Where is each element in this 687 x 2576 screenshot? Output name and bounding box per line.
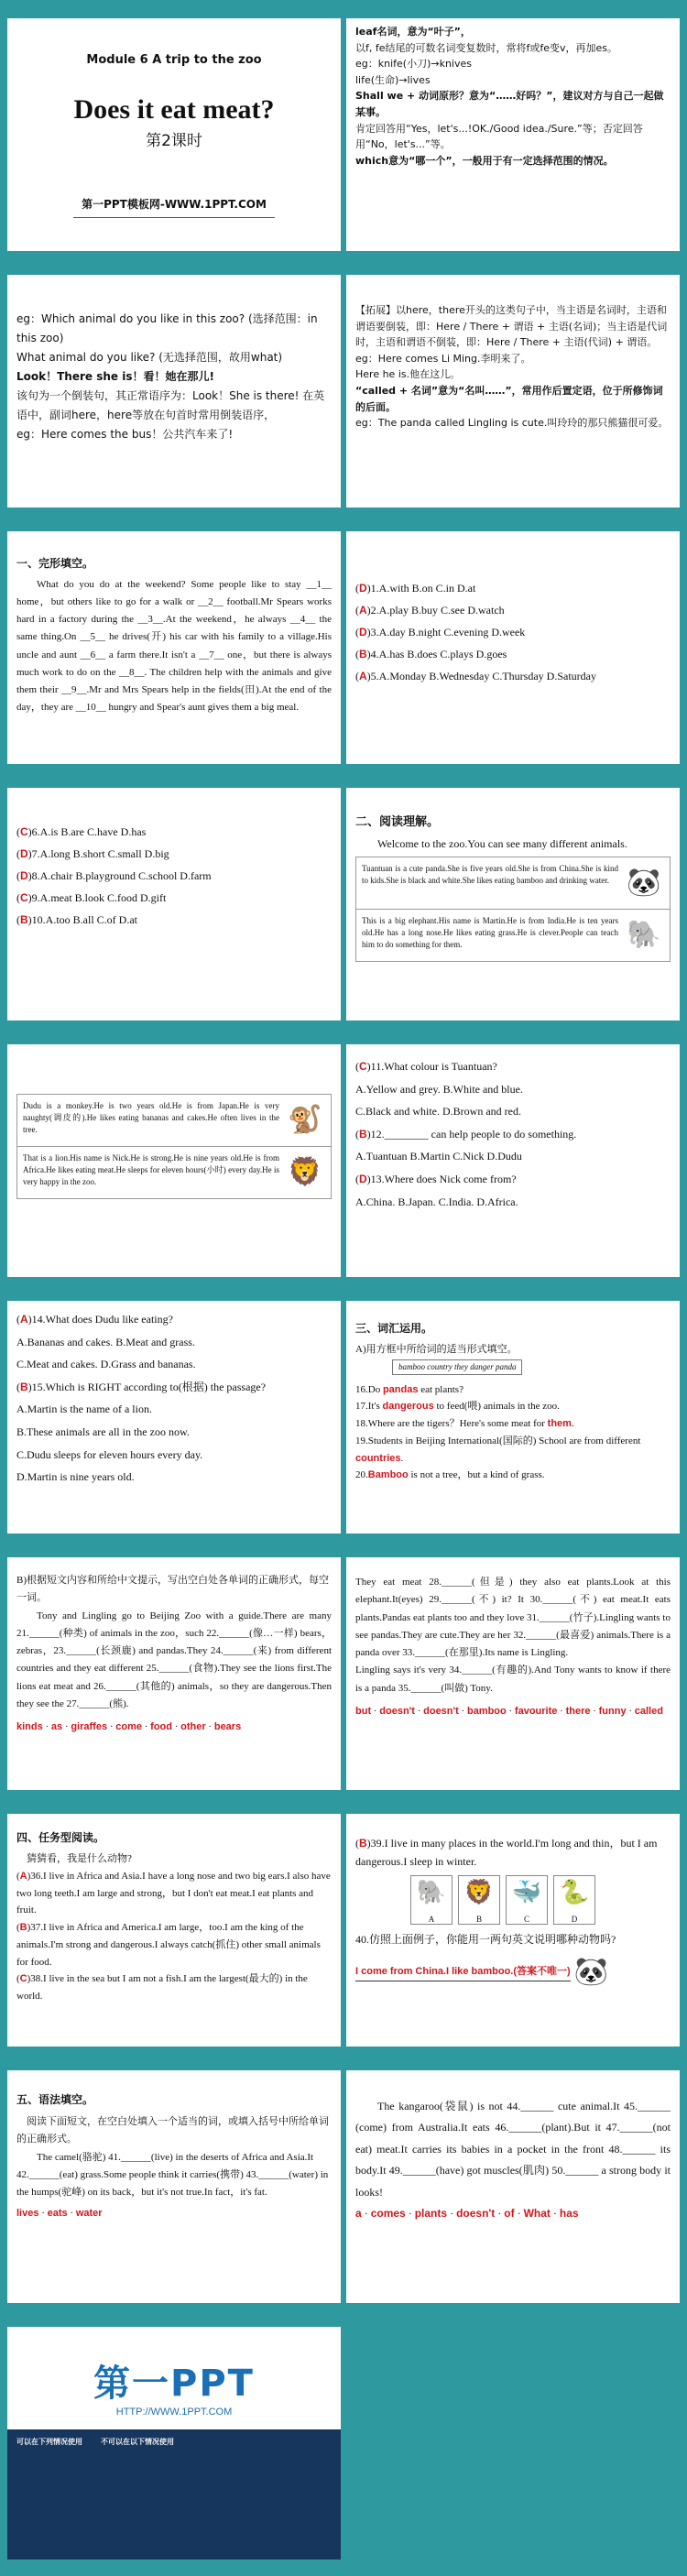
slide-notes-which bbox=[7, 266, 341, 515]
note-line: 【拓展】以here，there开头的这类句子中，当主语是名词时，主语和谓语要倒装，即：Here / There + 谓语 + 主语(名词)；当主语是代词时，主语和谓语不倒装，即：Here / There + 主语(代词) + 谓语。 bbox=[355, 304, 668, 349]
option-line: D.Martin is nine years old. bbox=[16, 1470, 135, 1484]
answer-mark: C bbox=[20, 825, 28, 838]
answer-word: giraffes bbox=[71, 1721, 108, 1732]
option-line: A.Martin is the name of a lion. bbox=[16, 1403, 152, 1416]
fill-line: 16.Do pandas eat plants? bbox=[355, 1383, 463, 1395]
slide-notes-here bbox=[346, 266, 680, 515]
answer-word: a bbox=[355, 2206, 362, 2220]
answer-word: lives bbox=[16, 2208, 39, 2220]
lion-icon: 🦁 bbox=[288, 1157, 322, 1188]
snake-icon: 🐍 bbox=[559, 1879, 590, 1906]
reading-row: This is a big elephant.His name is Martin.He is from India.He is ten years old.He has a long nose.He likes eating grass.He is clever.People can teach him to do something for them. 🐘 bbox=[356, 910, 670, 961]
option-row: (A)5.A.Monday B.Wednesday C.Thursday D.Saturday bbox=[355, 670, 596, 682]
option-row: (C)6.A.is B.are C.have D.has bbox=[16, 825, 147, 838]
reading-row: Tuantuan is a cute panda.She is five years old.She is from China.She is kind to kids.She is black and white.She likes eating bamboo and drinking water. 🐼 bbox=[356, 857, 670, 910]
task-item: (B)39.I live in many places in the world.I'm long and thin，but I am dangerous.I sleep in winter. bbox=[355, 1837, 658, 1869]
elephant-icon: 🐘 bbox=[416, 1879, 447, 1906]
note-line: Shall we + 动词原形？意为“……好吗？”，建议对方与自己一起做某事。 bbox=[355, 90, 664, 118]
option-line: B.These animals are all in the zoo now. bbox=[16, 1424, 190, 1438]
slide-vocab-b-cont bbox=[346, 1548, 680, 1797]
answer-mark: C bbox=[359, 1060, 367, 1073]
fill-line: 17.It's dangerous to feed(喂) animals in the zoo. bbox=[355, 1401, 560, 1413]
answer-list: lives · eats · water bbox=[16, 2208, 103, 2220]
cloze-passage: What do you do at the weekend? Some people like to stay __1__ home，but others like to go for a walk or __2__ football.Mr Spears works hard in a factory during the __3__.At the weekend，he always __4__ the same thing.On __5__ he drives(开) his car with his family to a village.His uncle and aunt __6__ a farm there.It isn't a __7__ one，but there is always much work to do on the __8__. The children help with the animals and give them their __9__.Mr and Mrs Spears help in the fields(田).At the end of the day，they are __10__ hungry and Spear's aunt gives them a big meal. bbox=[16, 578, 332, 714]
answer-word: bears bbox=[213, 1721, 242, 1732]
option-line: C.Meat and cakes. D.Grass and bananas. bbox=[16, 1358, 196, 1371]
option-row: (D)7.A.long B.short C.small D.big bbox=[16, 847, 169, 860]
question-line: (A)14.What does Dudu like eating? bbox=[16, 1313, 173, 1326]
answer-mark: A bbox=[359, 670, 367, 682]
slide-title bbox=[7, 9, 341, 258]
task-item: (C)38.I live in the sea but I am not a fish.I am the largest(最大的) in the world. bbox=[16, 1973, 308, 2002]
option-line: C.Black and white. D.Brown and red. bbox=[355, 1105, 521, 1119]
slide-vocab-b bbox=[7, 1548, 341, 1797]
slide-grammar bbox=[7, 2061, 341, 2310]
slide-notes-leaf bbox=[346, 9, 680, 258]
note-line: eg：The panda called Lingling is cute.叫玲玲的那只熊猫很可爱。 bbox=[355, 417, 669, 430]
answer-word: doesn't bbox=[379, 1705, 415, 1717]
question-line: (B)15.Which is RIGHT according to(根据) the passage? bbox=[16, 1380, 267, 1393]
note-line: eg：Which animal do you like in this zoo? (选择范围：in this zoo) bbox=[16, 312, 318, 344]
picture-c: 🐳 C bbox=[506, 1875, 548, 1925]
note-line: Here he is.他在这儿。 bbox=[355, 368, 461, 381]
brand-url[interactable]: HTTP://WWW.1PPT.COM bbox=[115, 2407, 233, 2418]
answer-list: kinds · as · giraffes · come · food · other · bears bbox=[16, 1721, 242, 1732]
passage: Tony and Lingling go to Beijing Zoo with a guide.There are many 21.______(种类) of animals in the zoo，such 22.______(像…一样) bears，zebras，23.______(长颈鹿) and pandas.They 24.______(来) from different countries and they eat different 25.______(食物).They see the lions first.The lions eat meat and 26.______(其他的) animals，so they are dangerous.Then they see the 27.______(熊). bbox=[16, 1610, 332, 1709]
module-heading: Module 6 A trip to the zoo bbox=[86, 53, 262, 67]
answer-list: but · doesn't · doesn't · bamboo · favourite · there · funny · called bbox=[355, 1705, 663, 1717]
answer-mark: D bbox=[359, 626, 367, 639]
note-line: Look！There she is！看！她在那儿! bbox=[16, 370, 214, 383]
option-line: A.Bananas and cakes. B.Meat and grass. bbox=[16, 1335, 195, 1348]
option-line: C.Dudu sleeps for eleven hours every day. bbox=[16, 1447, 203, 1461]
option-line: A.Yellow and grey. B.White and blue. bbox=[355, 1082, 523, 1096]
instruction: B)根据短文内容和所给中文提示，写出空白处各单词的正确形式，每空一词。 bbox=[16, 1575, 329, 1604]
task-item: (B)37.I live in Africa and America.I am large，too.I am the king of the animals.I'm strong and dangerous.I always catch(抓住) other small animals for food. bbox=[16, 1922, 321, 1968]
note-line: What animal do you like? (无选择范围，故用what) bbox=[16, 351, 283, 364]
answer-word: called bbox=[634, 1705, 663, 1717]
animal-pictures bbox=[410, 1875, 671, 1925]
whale-icon: 🐳 bbox=[511, 1879, 542, 1906]
answer-word: but bbox=[355, 1705, 372, 1717]
slide-cloze bbox=[7, 522, 341, 771]
divider bbox=[73, 217, 275, 218]
section-title: 三、词汇运用。 bbox=[355, 1322, 433, 1335]
note-line: 以f, fe结尾的可数名词变复数时，常将f或fe变v，再加es。 bbox=[355, 41, 618, 54]
slide-reading-2 bbox=[7, 1035, 341, 1284]
question-line: (D)13.Where does Nick come from? bbox=[355, 1172, 517, 1185]
note-line: eg：Here comes the bus！公共汽车来了! bbox=[16, 428, 234, 441]
answer-word: them bbox=[547, 1418, 572, 1430]
slide-reading-1 bbox=[346, 779, 680, 1028]
fill-line: 20.Bamboo is not a tree，but a kind of grass. bbox=[355, 1469, 545, 1481]
answer-word: water bbox=[75, 2208, 103, 2220]
word-box: bamboo country they danger panda bbox=[392, 1359, 522, 1375]
instruction: 阅读下面短文，在空白处填入一个适当的词，或填入括号中所给单词的正确形式。 bbox=[16, 2116, 329, 2145]
answer-word: of bbox=[504, 2206, 515, 2220]
fill-line: 19.Students in Beijing International(国际的) School are from different countries. bbox=[355, 1435, 641, 1464]
monkey-icon: 🐒 bbox=[288, 1105, 322, 1136]
section-title: 一、完形填空。 bbox=[16, 557, 94, 570]
question-line: (C)11.What colour is Tuantuan? bbox=[355, 1060, 497, 1073]
answer-word: doesn't bbox=[456, 2206, 496, 2220]
answer-list: a · comes · plants · doesn't · of · What · has bbox=[355, 2206, 579, 2220]
option-row: (D)1.A.with B.on C.in D.at bbox=[355, 582, 476, 595]
answer-word: countries bbox=[355, 1452, 401, 1464]
disallowed-use: 不可以在以下情况使用 bbox=[101, 2438, 174, 2446]
reading-box bbox=[16, 1094, 332, 1199]
answer-word: other bbox=[180, 1721, 206, 1732]
question-line: (B)12.________ can help people to do something. bbox=[355, 1127, 577, 1141]
instruction: 猜猜看，我是什么动物? bbox=[27, 1853, 132, 1865]
answer-mark: D bbox=[359, 582, 367, 595]
fill-line: 18.Where are the tigers？Here's some meat for them. bbox=[355, 1418, 574, 1430]
question-40: 40.仿照上面例子，你能用一两句英文说明哪种动物吗? bbox=[355, 1932, 616, 1946]
option-row: (B)4.A.has B.does C.plays D.goes bbox=[355, 648, 507, 660]
note-line: “called + 名词”意为“名叫……”，常用作后置定语，位于所修饰词的后面。 bbox=[355, 384, 663, 413]
passage: The kangaroo(袋鼠) is not 44.______ cute animal.It 45.______ (come) from Australia.It eats 46.______(plant).But it 47.______(not eat) meat.It carries its babies in a pocket in the front 48.______ its body.It 49.______(have) got muscles(肌肉) 50.______ a strong body it looks! bbox=[355, 2100, 671, 2199]
note-line: 该句为一个倒装句，其正常语序为：Look！She is there! 在英语中，副词here，here等放在句首时常用倒装语序， bbox=[16, 389, 325, 421]
slide-grammar-2 bbox=[346, 2061, 680, 2310]
note-line: life(生命)→lives bbox=[355, 73, 431, 86]
answer-word: come bbox=[115, 1721, 142, 1732]
lion-icon: 🦁 bbox=[463, 1879, 495, 1906]
answer-mark: B bbox=[359, 1837, 367, 1850]
lesson-subtitle: 第2课时 bbox=[146, 132, 202, 150]
section-title: 四、任务型阅读。 bbox=[16, 1831, 105, 1844]
slide-cloze-options-1 bbox=[346, 522, 680, 771]
slide-reading-questions-1 bbox=[346, 1035, 680, 1284]
answer-mark: B bbox=[19, 1922, 27, 1934]
answer-mark: C bbox=[20, 891, 28, 904]
answer-mark: C bbox=[19, 1973, 27, 1985]
reading-box bbox=[355, 857, 671, 962]
picture-d: 🐍 D bbox=[553, 1875, 595, 1925]
option-row: (B)10.A.too B.all C.of D.at bbox=[16, 913, 137, 926]
answer-mark: B bbox=[359, 1127, 367, 1141]
passage: Lingling says it's very 34.______(有趣的).And Tony wants to know if there is a panda 35.______(叫做) Tony. bbox=[355, 1665, 671, 1694]
answer-word: dangerous bbox=[382, 1401, 434, 1413]
answer-mark: D bbox=[20, 869, 28, 882]
site-credit: 第一PPT模板网-WWW.1PPT.COM bbox=[82, 198, 267, 211]
brand-logo: 第一PPT bbox=[93, 2363, 255, 2405]
answer-word: there bbox=[565, 1705, 591, 1717]
elephant-icon: 🐘 bbox=[627, 919, 661, 950]
note-line: leaf名词，意为“叶子”， bbox=[355, 26, 471, 38]
answer-word: funny bbox=[598, 1705, 627, 1717]
option-row: (D)8.A.chair B.playground C.school D.farm bbox=[16, 869, 212, 882]
option-row: (D)3.A.day B.night C.evening D.week bbox=[355, 626, 526, 639]
slide-footer-logo bbox=[7, 2318, 341, 2567]
answer-word: bamboo bbox=[466, 1705, 507, 1717]
answer-mark: B bbox=[20, 913, 28, 926]
option-line: A.China. B.Japan. C.India. D.Africa. bbox=[355, 1195, 518, 1208]
instruction: A)用方框中所给词的适当形式填空。 bbox=[355, 1344, 518, 1356]
option-row: (C)9.A.meat B.look C.food D.gift bbox=[16, 891, 167, 904]
option-line: A.Tuantuan B.Martin C.Nick D.Dudu bbox=[355, 1150, 522, 1163]
slide-task-reading-2 bbox=[346, 1805, 680, 2054]
section-title: 二、阅读理解。 bbox=[355, 815, 440, 829]
note-line: eg：knife(小刀)→knives bbox=[355, 58, 472, 71]
answer-word: What bbox=[523, 2206, 551, 2220]
slide-task-reading bbox=[7, 1805, 341, 2054]
option-row: (A)2.A.play B.buy C.see D.watch bbox=[355, 604, 505, 617]
reading-intro: Welcome to the zoo.You can see many different animals. bbox=[377, 837, 627, 851]
passage: The camel(骆驼) 41.______(live) in the deserts of Africa and Asia.It 42.______(eat) grass.Some people think it carries(携带) 43.______(water) in the humps(驼峰) on its back，but it's not true.In fact，it's fat. bbox=[16, 2151, 329, 2198]
picture-a: 🐘 A bbox=[410, 1875, 453, 1925]
answer-mark: D bbox=[359, 1172, 367, 1185]
task-item: (A)36.I live in Africa and Asia.I have a long nose and two big ears.I also have two long teeth.I am large and strong，but I don't eat meat.I eat plants and fruit. bbox=[16, 1871, 331, 1916]
answer-word: as bbox=[50, 1721, 63, 1732]
answer-40: I come from China.I like bamboo.(答案不唯一) bbox=[355, 1963, 571, 1981]
slide-reading-questions-2 bbox=[7, 1292, 341, 1541]
answer-word: favourite bbox=[514, 1705, 558, 1717]
note-line: eg：Here comes Li Ming.李明来了。 bbox=[355, 352, 531, 365]
answer-word: food bbox=[150, 1721, 172, 1732]
answer-word: Bamboo bbox=[367, 1469, 409, 1481]
answer-mark: B bbox=[359, 648, 367, 660]
section-title: 五、语法填空。 bbox=[16, 2093, 94, 2106]
slide-vocab-a bbox=[346, 1292, 680, 1541]
reading-row: That is a lion.His name is Nick.He is strong.He is nine years old.He is from Africa.He likes eating meat.He sleeps for eleven hours(小时) every day.He is very happy in the zoo. 🦁 bbox=[17, 1147, 331, 1198]
answer-word: plants bbox=[414, 2206, 448, 2220]
lesson-title: Does it eat meat? bbox=[73, 94, 275, 125]
panda-icon: 🐼 bbox=[573, 1957, 609, 1988]
answer-word: has bbox=[559, 2206, 579, 2220]
answer-word: comes bbox=[370, 2206, 406, 2220]
answer-mark: A bbox=[359, 604, 367, 617]
answer-word: kinds bbox=[16, 1721, 43, 1732]
note-line: 肯定回答用“Yes，let's...!OK./Good idea./Sure.”等；否定回答用“No，let's...”等。 bbox=[355, 122, 643, 151]
slide-cloze-options-2 bbox=[7, 779, 341, 1028]
answer-mark: A bbox=[20, 1313, 28, 1326]
answer-word: pandas bbox=[382, 1383, 419, 1395]
answer-mark: D bbox=[20, 847, 28, 860]
reading-row: Dudu is a monkey.He is two years old.He is from Japan.He is very naughty(调皮的).He likes eating bananas and cakes.He often lives in the tree. 🐒 bbox=[17, 1095, 331, 1147]
usage-panel bbox=[7, 2429, 341, 2567]
answer-word: eats bbox=[47, 2208, 68, 2220]
note-line: which意为“哪一个”，一般用于有一定选择范围的情况。 bbox=[355, 154, 614, 167]
answer-mark: A bbox=[19, 1871, 27, 1883]
picture-b: 🦁 B bbox=[458, 1875, 500, 1925]
allowed-use: 可以在下列情况使用 bbox=[16, 2438, 82, 2446]
passage: They eat meat 28.______(但是) they also eat plants.Look at this elephant.It(eyes) 29.______(不) it? It 30.______(不) eat meat.It eats plants.Pandas eat plants too and they love 31.______(竹子).Lingling wants to see pandas.They are cute.They are her 32.______(最喜爱) animals.There is a panda over 33.______(在那里).Its name is Lingling. bbox=[355, 1577, 671, 1658]
panda-icon: 🐼 bbox=[627, 867, 661, 898]
answer-mark: B bbox=[20, 1380, 28, 1393]
answer-word: doesn't bbox=[423, 1705, 459, 1717]
